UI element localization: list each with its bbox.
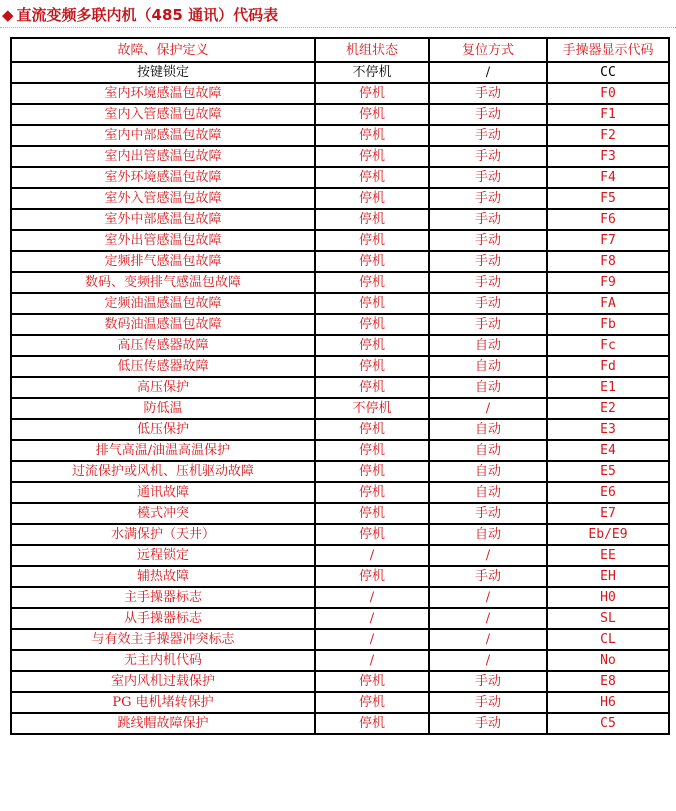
cell-unit-status: 停机 xyxy=(315,314,429,335)
table-row xyxy=(11,650,669,671)
cell-reset-method: 手动 xyxy=(429,209,547,230)
cell-reset-method: 自动 xyxy=(429,377,547,398)
cell-unit-status: 停机 xyxy=(315,167,429,188)
table-row xyxy=(11,629,669,650)
header-reset-method: 复位方式 xyxy=(429,38,547,62)
cell-fault-definition: 低压传感器故障 xyxy=(11,356,315,377)
cell-unit-status: 停机 xyxy=(315,566,429,587)
table-row xyxy=(11,713,669,734)
cell-display-code: F2 xyxy=(547,125,669,146)
cell-fault-definition: 室外中部感温包故障 xyxy=(11,209,315,230)
table-row xyxy=(11,230,669,251)
cell-unit-status: 停机 xyxy=(315,503,429,524)
cell-unit-status: / xyxy=(315,650,429,671)
cell-unit-status: 停机 xyxy=(315,209,429,230)
cell-fault-definition: 与有效主手操器冲突标志 xyxy=(11,629,315,650)
cell-display-code: E5 xyxy=(547,461,669,482)
cell-reset-method: 手动 xyxy=(429,125,547,146)
cell-unit-status: 停机 xyxy=(315,230,429,251)
table-row xyxy=(11,482,669,503)
cell-fault-definition: 无主内机代码 xyxy=(11,650,315,671)
cell-unit-status: 不停机 xyxy=(315,62,429,83)
document-title-text: 直流变频多联内机（485 通讯）代码表 xyxy=(16,6,279,24)
cell-reset-method: / xyxy=(429,545,547,566)
cell-fault-definition: PG 电机堵转保护 xyxy=(11,692,315,713)
cell-display-code: C5 xyxy=(547,713,669,734)
cell-reset-method: 自动 xyxy=(429,482,547,503)
cell-reset-method: 手动 xyxy=(429,272,547,293)
table-row xyxy=(11,608,669,629)
cell-reset-method: 手动 xyxy=(429,146,547,167)
cell-unit-status: 停机 xyxy=(315,482,429,503)
table-row xyxy=(11,251,669,272)
cell-unit-status: 停机 xyxy=(315,356,429,377)
cell-unit-status: 停机 xyxy=(315,692,429,713)
table-row xyxy=(11,314,669,335)
cell-fault-definition: 定频排气感温包故障 xyxy=(11,251,315,272)
table-row xyxy=(11,167,669,188)
cell-display-code: F3 xyxy=(547,146,669,167)
cell-reset-method: 自动 xyxy=(429,356,547,377)
cell-fault-definition: 主手操器标志 xyxy=(11,587,315,608)
table-row xyxy=(11,692,669,713)
cell-reset-method: 手动 xyxy=(429,503,547,524)
cell-display-code: CL xyxy=(547,629,669,650)
cell-fault-definition: 室内入管感温包故障 xyxy=(11,104,315,125)
cell-fault-definition: 室外环境感温包故障 xyxy=(11,167,315,188)
cell-unit-status: 停机 xyxy=(315,419,429,440)
cell-fault-definition: 室内中部感温包故障 xyxy=(11,125,315,146)
cell-unit-status: 停机 xyxy=(315,713,429,734)
cell-reset-method: 手动 xyxy=(429,83,547,104)
cell-unit-status: / xyxy=(315,545,429,566)
table-row xyxy=(11,356,669,377)
table-row xyxy=(11,209,669,230)
cell-unit-status: 停机 xyxy=(315,440,429,461)
table-row xyxy=(11,524,669,545)
cell-reset-method: 手动 xyxy=(429,713,547,734)
table-row xyxy=(11,104,669,125)
cell-display-code: F1 xyxy=(547,104,669,125)
table-row xyxy=(11,272,669,293)
table-row xyxy=(11,146,669,167)
cell-unit-status: 停机 xyxy=(315,104,429,125)
table-row xyxy=(11,293,669,314)
cell-unit-status: 停机 xyxy=(315,146,429,167)
cell-reset-method: 手动 xyxy=(429,692,547,713)
table-row xyxy=(11,335,669,356)
cell-reset-method: / xyxy=(429,608,547,629)
cell-reset-method: 手动 xyxy=(429,167,547,188)
cell-display-code: EE xyxy=(547,545,669,566)
cell-unit-status: 停机 xyxy=(315,125,429,146)
cell-reset-method: 手动 xyxy=(429,314,547,335)
cell-unit-status: 停机 xyxy=(315,335,429,356)
cell-display-code: E6 xyxy=(547,482,669,503)
cell-reset-method: / xyxy=(429,587,547,608)
table-row xyxy=(11,398,669,419)
cell-fault-definition: 高压传感器故障 xyxy=(11,335,315,356)
cell-fault-definition: 远程锁定 xyxy=(11,545,315,566)
cell-fault-definition: 高压保护 xyxy=(11,377,315,398)
cell-fault-definition: 通讯故障 xyxy=(11,482,315,503)
table-row xyxy=(11,545,669,566)
cell-reset-method: 手动 xyxy=(429,230,547,251)
cell-fault-definition: 室内出管感温包故障 xyxy=(11,146,315,167)
cell-reset-method: 自动 xyxy=(429,440,547,461)
cell-display-code: CC xyxy=(547,62,669,83)
cell-display-code: EH xyxy=(547,566,669,587)
cell-fault-definition: 室外出管感温包故障 xyxy=(11,230,315,251)
table-row xyxy=(11,125,669,146)
table-row xyxy=(11,188,669,209)
header-display-code: 手操器显示代码 xyxy=(547,38,669,62)
table-row xyxy=(11,461,669,482)
cell-fault-definition: 过流保护或风机、压机驱动故障 xyxy=(11,461,315,482)
fault-code-table xyxy=(10,37,670,735)
table-row xyxy=(11,62,669,83)
cell-display-code: E7 xyxy=(547,503,669,524)
cell-display-code: F5 xyxy=(547,188,669,209)
cell-display-code: No xyxy=(547,650,669,671)
cell-reset-method: 自动 xyxy=(429,461,547,482)
cell-reset-method: / xyxy=(429,398,547,419)
cell-display-code: Fc xyxy=(547,335,669,356)
cell-unit-status: 停机 xyxy=(315,461,429,482)
cell-fault-definition: 室内环境感温包故障 xyxy=(11,83,315,104)
cell-display-code: F4 xyxy=(547,167,669,188)
cell-display-code: E4 xyxy=(547,440,669,461)
cell-fault-definition: 室内风机过载保护 xyxy=(11,671,315,692)
cell-unit-status: 停机 xyxy=(315,671,429,692)
cell-fault-definition: 模式冲突 xyxy=(11,503,315,524)
cell-reset-method: 手动 xyxy=(429,566,547,587)
cell-fault-definition: 室外入管感温包故障 xyxy=(11,188,315,209)
cell-display-code: Eb/E9 xyxy=(547,524,669,545)
cell-reset-method: / xyxy=(429,650,547,671)
title-divider xyxy=(0,27,676,28)
cell-unit-status: 停机 xyxy=(315,293,429,314)
cell-fault-definition: 数码油温感温包故障 xyxy=(11,314,315,335)
cell-reset-method: 手动 xyxy=(429,671,547,692)
cell-display-code: E8 xyxy=(547,671,669,692)
cell-display-code: E3 xyxy=(547,419,669,440)
table-row xyxy=(11,503,669,524)
table-body xyxy=(11,62,669,734)
cell-fault-definition: 低压保护 xyxy=(11,419,315,440)
header-fault-definition: 故障、保护定义 xyxy=(11,38,315,62)
cell-reset-method: 自动 xyxy=(429,524,547,545)
cell-unit-status: 停机 xyxy=(315,524,429,545)
table-row xyxy=(11,419,669,440)
cell-display-code: E1 xyxy=(547,377,669,398)
cell-fault-definition: 水满保护（天井） xyxy=(11,524,315,545)
cell-display-code: Fb xyxy=(547,314,669,335)
cell-reset-method: 手动 xyxy=(429,251,547,272)
cell-reset-method: 自动 xyxy=(429,419,547,440)
cell-display-code: H6 xyxy=(547,692,669,713)
cell-fault-definition: 按键锁定 xyxy=(11,62,315,83)
document-title xyxy=(2,4,278,25)
cell-reset-method: 手动 xyxy=(429,188,547,209)
cell-display-code: F7 xyxy=(547,230,669,251)
table-header-row xyxy=(11,38,669,62)
cell-display-code: F9 xyxy=(547,272,669,293)
cell-reset-method: 自动 xyxy=(429,335,547,356)
diamond-icon: ◆ xyxy=(2,6,14,24)
cell-display-code: F8 xyxy=(547,251,669,272)
cell-unit-status: / xyxy=(315,608,429,629)
cell-fault-definition: 从手操器标志 xyxy=(11,608,315,629)
cell-unit-status: 停机 xyxy=(315,251,429,272)
cell-unit-status: 停机 xyxy=(315,377,429,398)
cell-fault-definition: 数码、变频排气感温包故障 xyxy=(11,272,315,293)
table-row xyxy=(11,377,669,398)
cell-display-code: E2 xyxy=(547,398,669,419)
cell-unit-status: 不停机 xyxy=(315,398,429,419)
cell-reset-method: 手动 xyxy=(429,104,547,125)
table-row xyxy=(11,587,669,608)
cell-unit-status: 停机 xyxy=(315,188,429,209)
cell-fault-definition: 辅热故障 xyxy=(11,566,315,587)
cell-display-code: SL xyxy=(547,608,669,629)
cell-unit-status: 停机 xyxy=(315,83,429,104)
cell-display-code: FA xyxy=(547,293,669,314)
cell-display-code: F6 xyxy=(547,209,669,230)
cell-unit-status: / xyxy=(315,629,429,650)
cell-fault-definition: 排气高温/油温高温保护 xyxy=(11,440,315,461)
table-row xyxy=(11,566,669,587)
cell-display-code: H0 xyxy=(547,587,669,608)
cell-fault-definition: 跳线帽故障保护 xyxy=(11,713,315,734)
cell-unit-status: 停机 xyxy=(315,272,429,293)
cell-unit-status: / xyxy=(315,587,429,608)
cell-reset-method: 手动 xyxy=(429,293,547,314)
cell-display-code: F0 xyxy=(547,83,669,104)
table-row xyxy=(11,440,669,461)
cell-reset-method: / xyxy=(429,629,547,650)
header-unit-status: 机组状态 xyxy=(315,38,429,62)
cell-fault-definition: 防低温 xyxy=(11,398,315,419)
cell-display-code: Fd xyxy=(547,356,669,377)
table-row xyxy=(11,671,669,692)
table-row xyxy=(11,83,669,104)
cell-reset-method: / xyxy=(429,62,547,83)
cell-fault-definition: 定频油温感温包故障 xyxy=(11,293,315,314)
